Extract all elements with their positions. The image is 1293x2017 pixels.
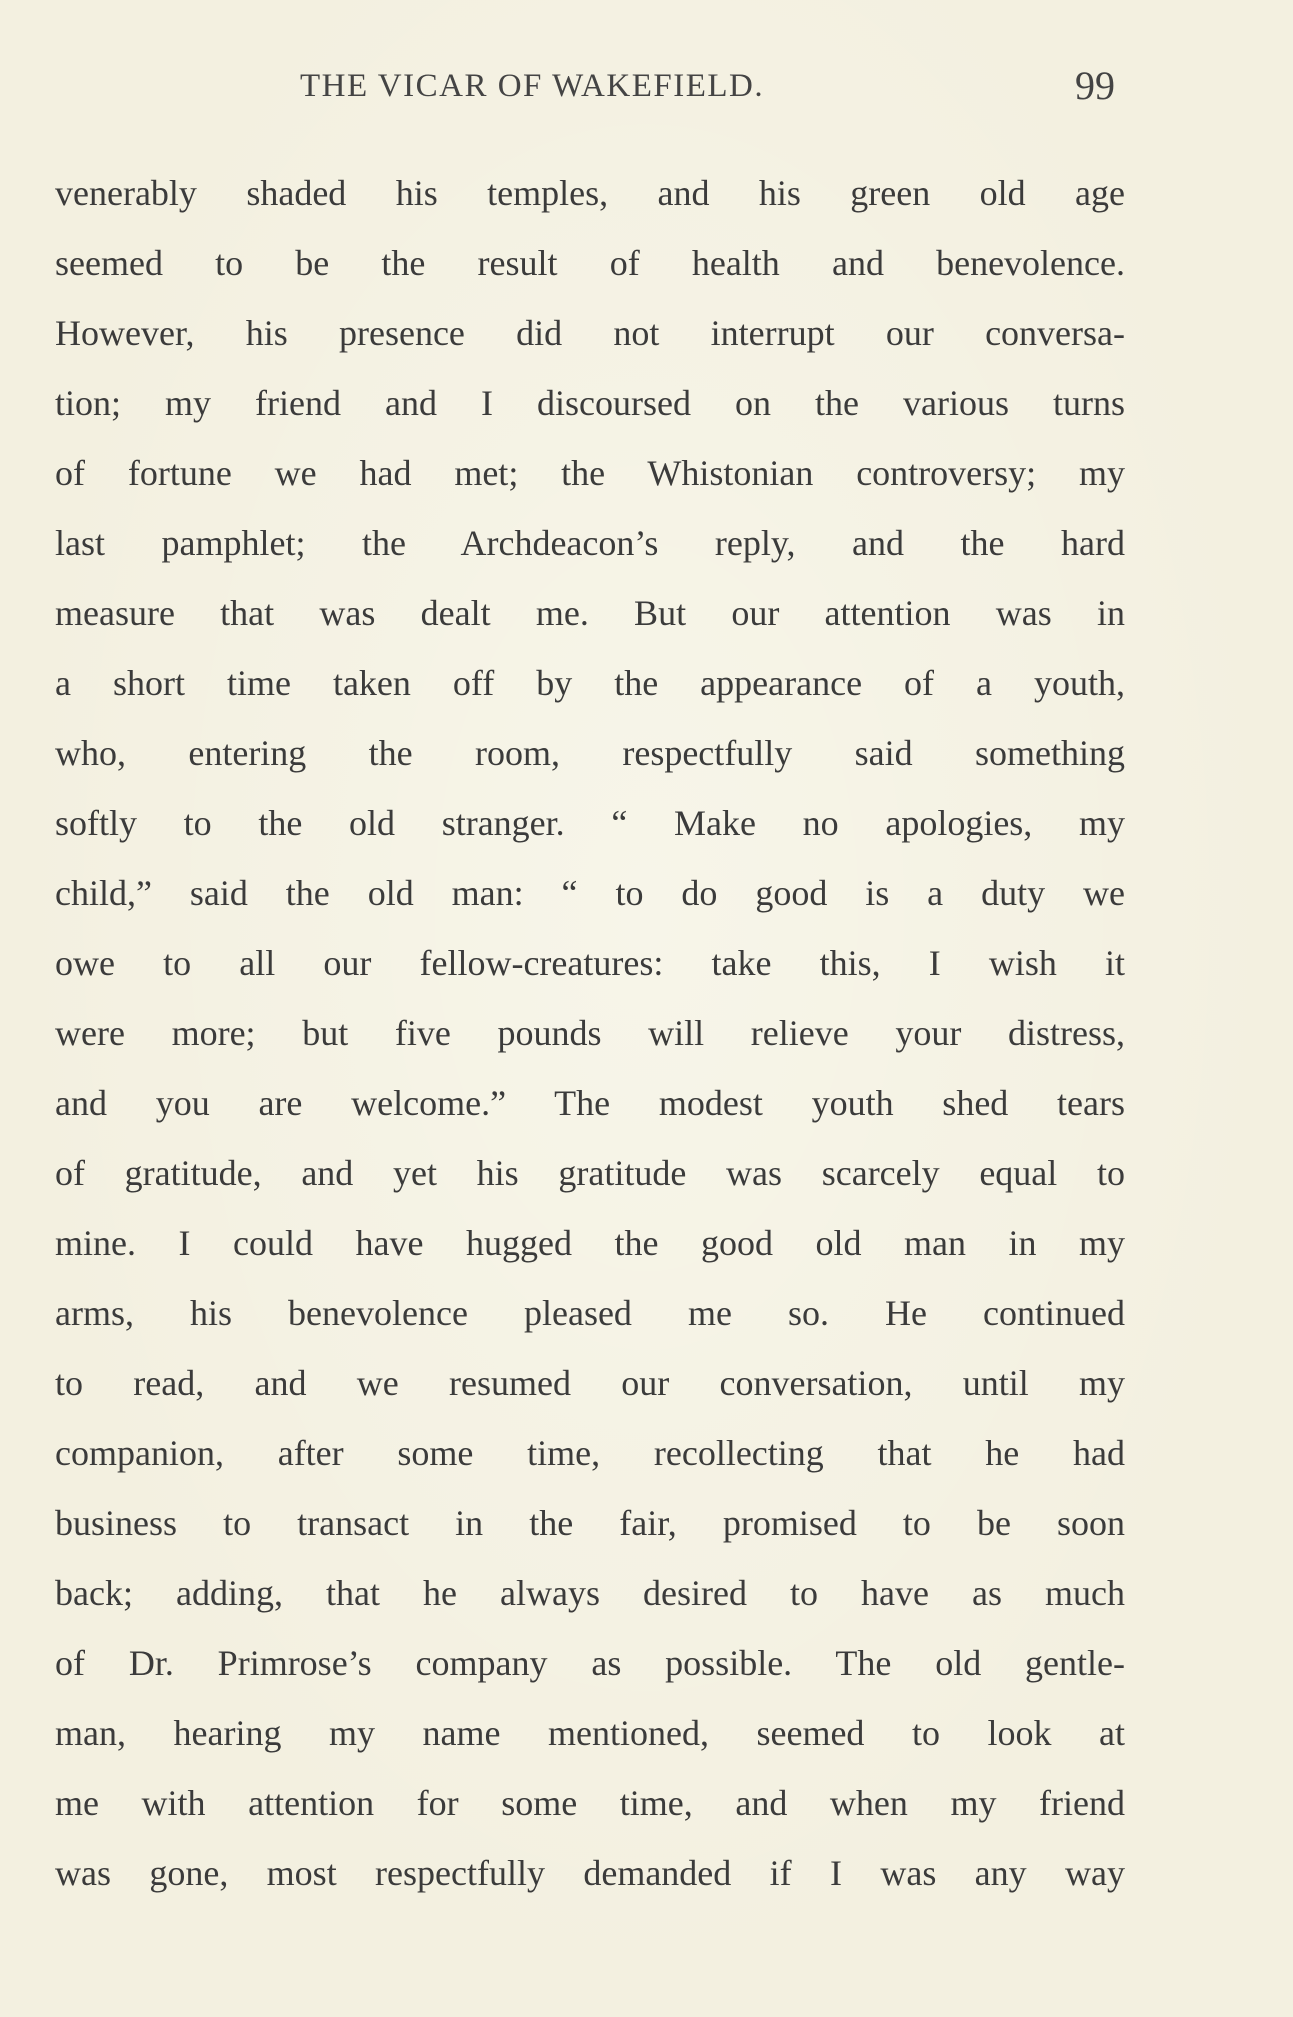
text-line: seemed to be the result of health and benevolence. — [55, 243, 1125, 283]
running-head — [55, 63, 1115, 118]
text-line: softly to the old stranger. “ Make no apologies, my — [55, 803, 1125, 843]
text-line: child,” said the old man: “ to do good is a duty we — [55, 873, 1125, 913]
text-line: However, his presence did not interrupt our conversa- — [55, 313, 1125, 353]
text-line: venerably shaded his temples, and his green old age — [55, 173, 1125, 213]
page-number: 99 — [1075, 63, 1115, 108]
text-line: last pamphlet; the Archdeacon’s reply, and the hard — [55, 523, 1125, 563]
body-text — [55, 158, 1125, 1908]
text-line: owe to all our fellow-creatures: take this, I wish it — [55, 943, 1125, 983]
running-title: THE VICAR OF WAKEFIELD. — [300, 68, 765, 104]
text-line: to read, and we resumed our conversation, until my — [55, 1363, 1125, 1403]
text-line: man, hearing my name mentioned, seemed to look at — [55, 1713, 1125, 1753]
text-line: mine. I could have hugged the good old man in my — [55, 1223, 1125, 1263]
text-line: who, entering the room, respectfully said something — [55, 733, 1125, 773]
text-line: companion, after some time, recollecting that he had — [55, 1433, 1125, 1473]
text-line: me with attention for some time, and when my friend — [55, 1783, 1125, 1823]
text-line: measure that was dealt me. But our attention was in — [55, 593, 1125, 633]
text-line: a short time taken off by the appearance of a youth, — [55, 663, 1125, 703]
text-line: arms, his benevolence pleased me so. He continued — [55, 1293, 1125, 1333]
text-line: were more; but five pounds will relieve your distress, — [55, 1013, 1125, 1053]
text-line: business to transact in the fair, promised to be soon — [55, 1503, 1125, 1543]
text-line: was gone, most respectfully demanded if I was any way — [55, 1853, 1125, 1893]
text-line: of gratitude, and yet his gratitude was scarcely equal to — [55, 1153, 1125, 1193]
text-line: and you are welcome.” The modest youth shed tears — [55, 1083, 1125, 1123]
text-line: tion; my friend and I discoursed on the various turns — [55, 383, 1125, 423]
text-line: of Dr. Primrose’s company as possible. The old gentle- — [55, 1643, 1125, 1683]
text-line: of fortune we had met; the Whistonian controversy; my — [55, 453, 1125, 493]
text-line: back; adding, that he always desired to have as much — [55, 1573, 1125, 1613]
